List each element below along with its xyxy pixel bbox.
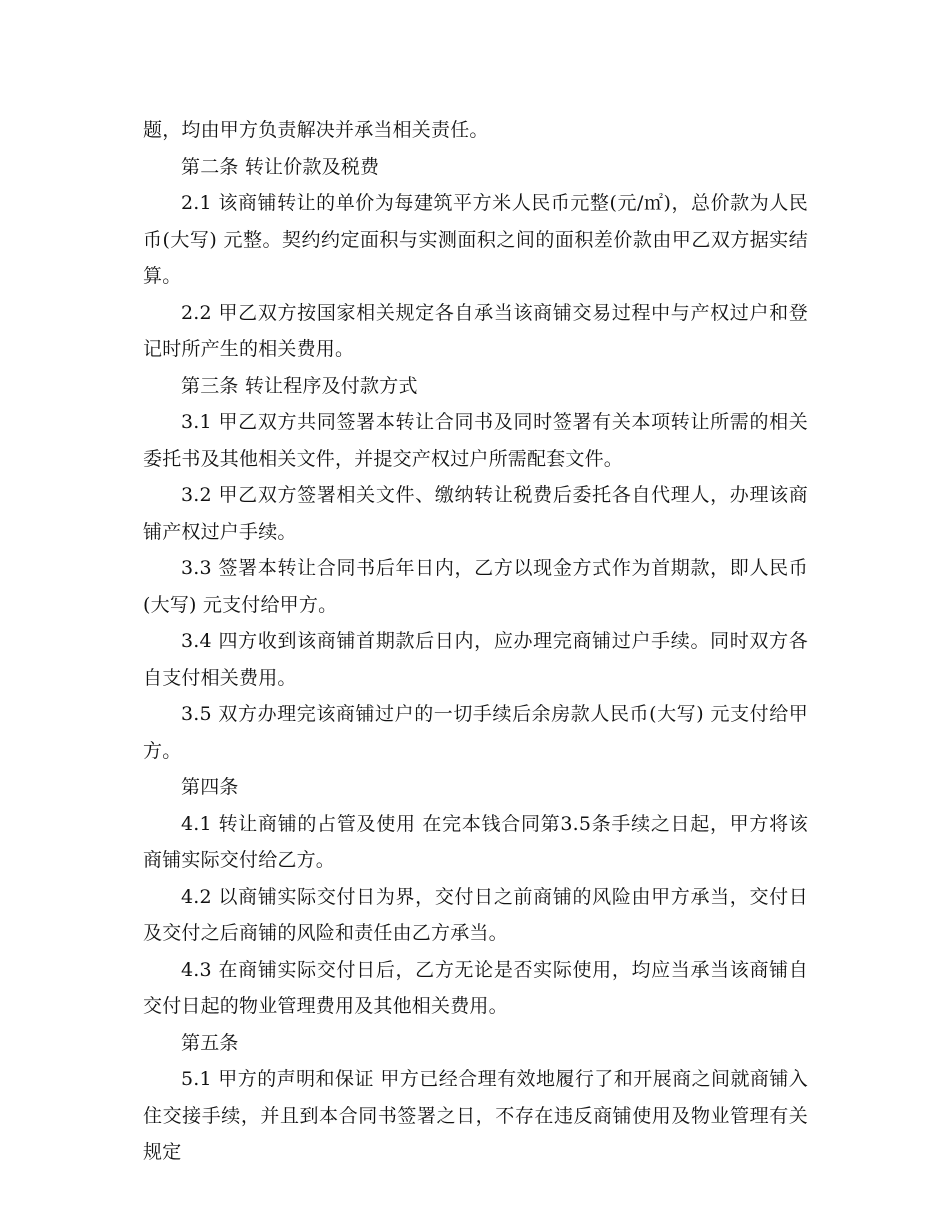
clause-4-3: 4.3 在商铺实际交付日后，乙方无论是否实际使用，均应当承当该商铺自交付日起的物业管理费用及其他相关费用。 bbox=[143, 958, 808, 1017]
clause-2-2: 2.2 甲乙双方按国家相关规定各自承当该商铺交易过程中与产权过户和登记时所产生的相关费用。 bbox=[143, 301, 808, 360]
clause-3-5: 3.5 双方办理完该商铺过户的一切手续后余房款人民币(大写) 元支付给甲方。 bbox=[143, 703, 808, 762]
article-3-heading: 第三条 转让程序及付款方式 bbox=[181, 374, 418, 397]
article-4-heading: 第四条 bbox=[181, 776, 239, 798]
clause-3-4: 3.4 四方收到该商铺首期款后日内，应办理完商铺过户手续。同时双方各自支付相关费用。 bbox=[143, 630, 808, 689]
article-5-heading: 第五条 bbox=[181, 1031, 239, 1054]
clause-4-1: 4.1 转让商铺的占管及使用 在完本钱合同第3.5条手续之日起，甲方将该商铺实际交付给乙方。 bbox=[143, 812, 808, 871]
clause-3-3: 3.3 签署本转让合同书后年日内，乙方以现金方式作为首期款，即人民币(大写) 元支付给甲方。 bbox=[143, 557, 808, 616]
clause-3-2: 3.2 甲乙双方签署相关文件、缴纳转让税费后委托各自代理人，办理该商铺产权过户手续。 bbox=[143, 484, 808, 543]
document-body bbox=[143, 112, 808, 1171]
clause-5-1: 5.1 甲方的声明和保证 甲方已经合理有效地履行了和开展商之间就商铺入住交接手续，并且到本合同书签署之日，不存在违反商铺使用及物业管理有关规定 bbox=[143, 1068, 808, 1163]
clause-4-2: 4.2 以商铺实际交付日为界，交付日之前商铺的风险由甲方承当，交付日及交付之后商铺的风险和责任由乙方承当。 bbox=[143, 885, 808, 944]
clause-3-1: 3.1 甲乙双方共同签署本转让合同书及同时签署有关本项转让所需的相关委托书及其他相关文件，并提交产权过户所需配套文件。 bbox=[143, 411, 808, 470]
paragraph-continuation: 题，均由甲方负责解决并承当相关责任。 bbox=[143, 119, 489, 141]
clause-2-1: 2.1 该商铺转让的单价为每建筑平方米人民币元整(元/㎡)，总价款为人民币(大写) 元整。契约约定面积与实测面积之间的面积差价款由甲乙双方据实结算。 bbox=[143, 192, 808, 287]
article-2-heading: 第二条 转让价款及税费 bbox=[181, 155, 380, 178]
